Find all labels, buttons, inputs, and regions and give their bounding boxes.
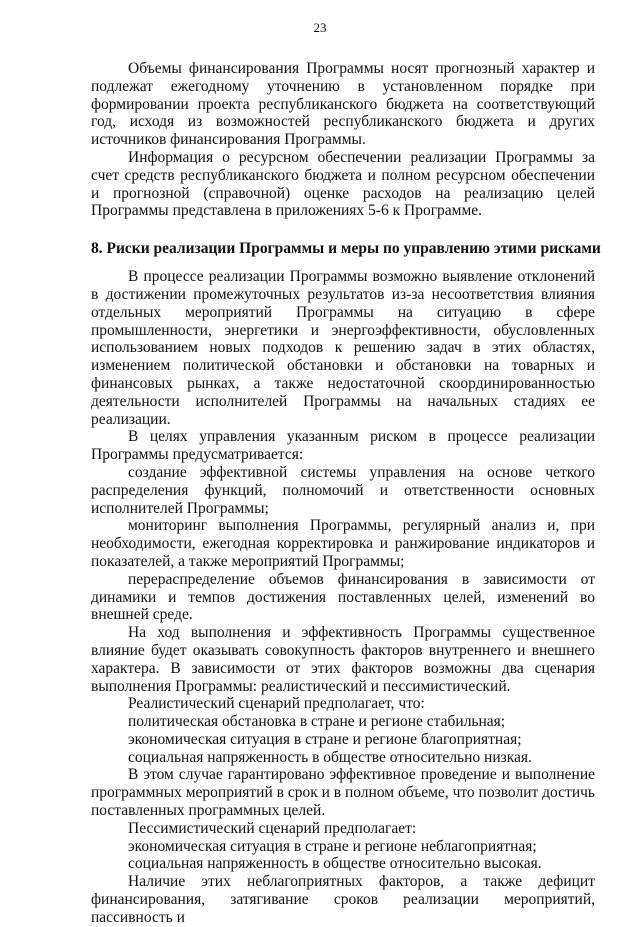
list-item-management-system: создание эффективной системы управления на основе четкого распределения функций, полномочий и ответственности основных исполнителей Программы; (91, 463, 595, 517)
paragraph-unfavorable-factors: Наличие этих неблагоприятных факторов, а также дефицит финансирования, затягивание сроков реализации мероприятий, пассивность и (91, 873, 595, 926)
list-item-social-low: социальная напряженность в обществе относительно низкая. (128, 748, 532, 766)
list-item-monitoring: мониторинг выполнения Программы, регулярный анализ и, при необходимости, ежегодная корректировка и ранжирование индикаторов и показателей, а также мероприятий Программы; (91, 517, 595, 570)
page-number: 23 (313, 20, 327, 35)
list-item-social-high: социальная напряженность в обществе относительно высокая. (128, 855, 542, 873)
paragraph-guaranteed-execution: В этом случае гарантировано эффективное проведение и выполнение программных мероприятий в срок и в полном объеме, что позволит достичь поставленных программных целей. (91, 766, 595, 820)
paragraph-pessimistic-scenario: Пессимистический сценарий предполагает: (128, 819, 417, 837)
section-heading-risks: 8. Риски реализации Программы и меры по управлению этими рисками (91, 240, 601, 258)
paragraph-factors: На ход выполнения и эффективность Программы существенное влияние будет оказывать совокупность факторов внутреннего и внешнего характера. В зависимости от этих факторов возможны два сценария выполнения Программы: реалистический и пессимистический. (91, 624, 595, 695)
list-item-economic-unfavorable: экономическая ситуация в стране и регионе неблагоприятная; (128, 837, 537, 855)
paragraph-realistic-scenario: Реалистический сценарий предполагает, что: (128, 695, 425, 713)
list-item-redistribution: перераспределение объемов финансирования в зависимости от динамики и темпов достижения поставленных целей, изменений во внешней среде. (91, 570, 595, 624)
paragraph-deviations: В процессе реализации Программы возможно выявление отклонений в достижении промежуточных результатов из-за несоответствия влияния отдельных мероприятий Программы на ситуацию в сфере промышленности, энергетики и энергоэффективности, обусловленных использованием новых подходов к решению задач в этих областях, изменением политической обстановки и обстановки на товарных и финансовых рынках, а также недостаточной скоординированностью деятельности исполнителей Программы на начальных стадиях ее реализации. (91, 268, 595, 428)
list-item-political-situation: политическая обстановка в стране и регионе стабильная; (128, 713, 506, 731)
list-item-economic-favorable: экономическая ситуация в стране и регионе благоприятная; (128, 730, 522, 748)
paragraph-risk-management: В целях управления указанным риском в процессе реализации Программы предусматривается: (91, 428, 595, 464)
document-body (91, 60, 601, 927)
paragraph-resource-info: Информация о ресурсном обеспечении реализации Программы за счет средств республиканского бюджета и полном ресурсном обеспечении и прогнозной (справочной) оценке расходов на реализацию целей Программы представлена в приложениях 5-6 к Программе. (91, 148, 595, 220)
paragraph-financing-volumes: Объемы финансирования Программы носят прогнозный характер и подлежат ежегодному уточнению в установленном порядке при формировании проекта республиканского бюджета на соответствующий год, исходя из возможностей республиканского бюджета и других источников финансирования Программы. (91, 60, 595, 149)
